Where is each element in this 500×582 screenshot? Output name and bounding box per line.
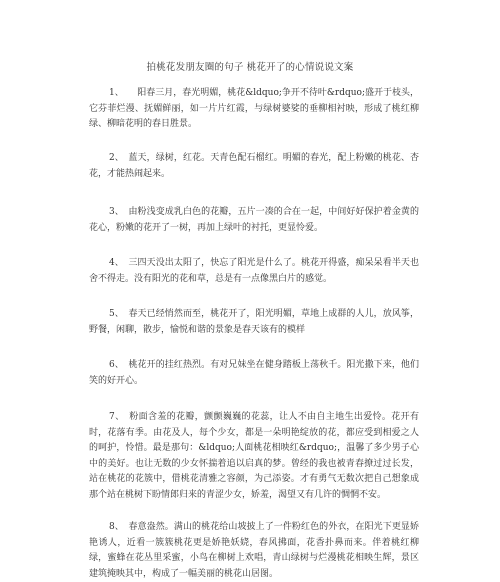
paragraph-3: 3、 由粉浅变成乳白色的花瓣，五片一凑的合在一起，中间好好保护着金黄的花心，粉嫩的花开了一树，再加上绿叶的衬托，更显怜爱。 <box>89 207 419 233</box>
paragraph-4: 4、 三四天没出太阳了，快忘了阳光是什么了。桃花开得盛，痴呆呆看半天也舍不得走。没有阳光的花和草，总是有一点像黑白片的感觉。 <box>89 258 419 284</box>
paragraph-2: 2、 蓝天，绿树，红花。天青色配石榴红。明媚的春光，配上粉嫩的桃花、杏花，才能热闹起来。 <box>89 153 419 179</box>
document-title: 拍桃花发朋友圈的句子 桃花开了的心情说说文案 <box>146 62 354 73</box>
paragraph-5: 5、 春天已经悄然而至，桃花开了，阳光明媚，草地上成群的人儿，放风筝，野餐，闲聊，散步，愉悦和谐的景象是春天该有的模样 <box>89 309 419 335</box>
paragraph-8: 8、 春意盎然。满山的桃花给山坡披上了一件粉红色的外衣，在阳光下更显娇艳诱人，近看一簇簇桃花更是娇艳妖娆，春风拂面，花香扑鼻而来。伴着桃红柳绿，蜜蜂在花丛里采蜜，小鸟在柳树上欢唱，青山绿树与烂漫桃花相映生辉，景区建筑掩映其中，构成了一幅美丽的桃花山居图。 <box>89 522 419 579</box>
paragraph-6: 6、 桃花开的挂红热烈。有对兄妹坐在健身踏板上荡秋千。阳光撒下来，他们笑的好开心。 <box>89 360 419 386</box>
paragraph-1: 1、 阳春三月，春光明媚，桃花&ldquo;争开不待叶&rdquo;盛开于枝头，它芬菲烂漫、抚媚鲜丽，如一片片红霞，与绿树婆娑的垂柳相衬映，形成了桃红柳绿、柳暗花明的春日胜景。 <box>89 88 419 129</box>
paragraph-7: 7、 粉面含羞的花瓣，颤颤巍巍的花蕊，让人不由自主地生出爱怜。花开有时，花落有季。由花及人，每个少女，都是一朵明艳绽放的花，都应受到相爱之人的呵护，怜惜。最是那句：&ldquo;人面桃花相映红&rdquo;，温馨了多少男子心中的美好。也让无数的少女怀揣着追以启真的梦。曾经的我也被青春撩过过长发，站在桃花的花簇中，借桃花清雅之容颜，为己添姿。才有勇气无数次把自己想象成那个站在桃树下盼情郎归来的青涩少女，娇羞，渴望又有几许的惆惘不安。 <box>89 412 419 500</box>
